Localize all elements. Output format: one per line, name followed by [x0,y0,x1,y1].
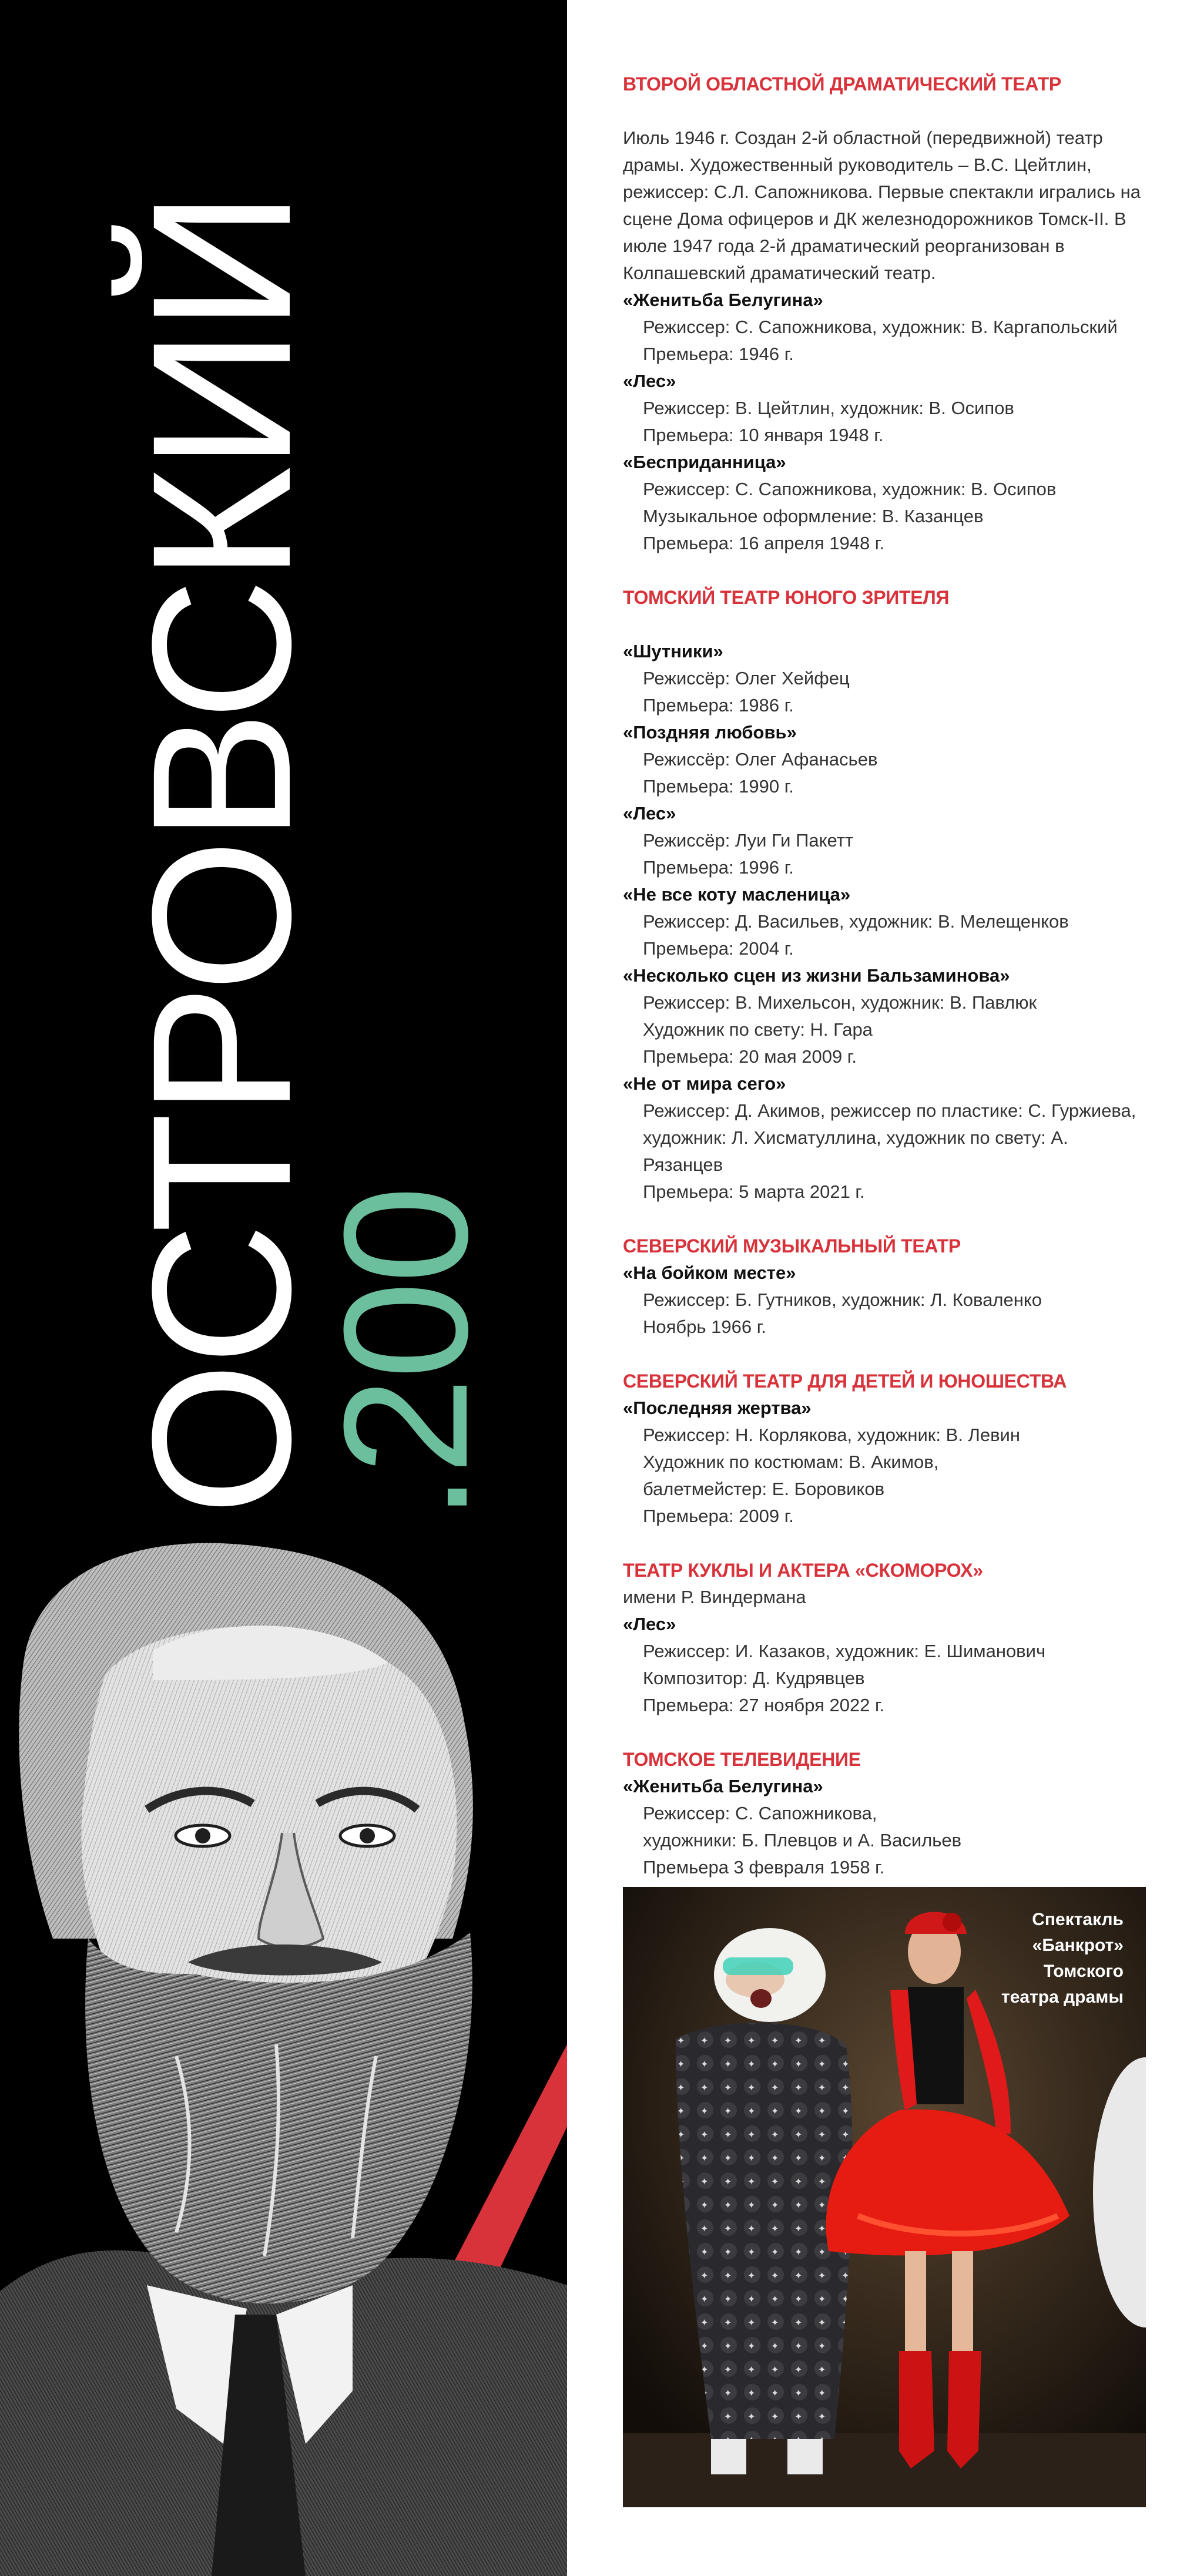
play-item [623,800,1152,881]
play-detail: Премьера: 1946 г. [643,344,794,364]
play-title: «Женитьба Белугина» [623,1776,823,1796]
play-title: «Не все коту масленица» [623,884,851,905]
section-seversk-music-theatre [623,1232,1152,1341]
play-detail: Премьера: 20 мая 2009 г. [643,1046,857,1067]
performance-photo [623,1887,1146,2507]
play-item [623,881,1152,962]
play-title: «Несколько сцен из жизни Бальзаминова» [623,965,1010,986]
play-detail: Премьера: 16 апреля 1948 г. [643,533,884,553]
photo-caption-line: театра драмы [1001,1987,1124,2007]
play-title: «Поздняя любовь» [623,722,797,743]
portrait-engraving [0,1527,567,2576]
theatre-history-list [623,70,1152,1908]
play-detail: Режиссёр: Олег Хейфец [643,668,850,688]
play-item [623,1070,1152,1205]
play-detail: Композитор: Д. Кудрявцев [643,1668,865,1688]
play-detail: Режиссер: В. Цейтлин, художник: В. Осипов [643,398,1014,418]
play-detail: Премьера: 1990 г. [643,776,794,797]
banner-panel [0,0,567,2576]
play-detail: Премьера: 2009 г. [643,1506,794,1526]
photo-caption [971,1907,1124,2010]
play-item [623,287,1152,368]
photo-caption-line: Спектакль [1032,1910,1124,1929]
play-detail: Премьера: 10 января 1948 г. [643,425,884,445]
play-item [623,368,1152,449]
play-detail: Режиссер: И. Казаков, художник: Е. Шиманович [643,1641,1046,1661]
play-item [623,719,1152,800]
banner-anniversary-text: .200 [307,1188,504,1522]
section-skomorokh-puppet-theatre [623,1557,1152,1719]
play-detail: Режиссёр: Луи Ги Пакетт [643,830,854,851]
play-detail: Режиссер: Д. Акимов, режиссер по пластике: С. Гуржиева, [643,1100,1136,1121]
play-item [623,1611,1152,1719]
section-heading: СЕВЕРСКИЙ ТЕАТР ДЛЯ ДЕТЕЙ И ЮНОШЕСТВА [623,1371,1067,1392]
play-title: «Лес» [623,803,676,824]
section-tomsk-youth-theatre [623,584,1152,1205]
section-second-regional-theatre [623,70,1152,557]
section-tomsk-television [623,1746,1152,1881]
section-heading: ВТОРОЙ ОБЛАСТНОЙ ДРАМАТИЧЕСКИЙ ТЕАТР [623,73,1061,95]
play-title: «Не от мира сего» [623,1073,786,1094]
play-item [623,1773,1152,1881]
photo-caption-line: «Банкрот» [1032,1936,1124,1955]
play-title: «Лес» [623,371,676,391]
play-item [623,962,1152,1070]
section-heading: ТЕАТР КУКЛЫ И АКТЕРА «СКОМОРОХ» [623,1560,983,1581]
play-title: «Женитьба Белугина» [623,290,823,310]
play-detail: Премьера: 1996 г. [643,857,794,878]
play-detail: Режиссер: С. Сапожникова, [643,1803,877,1823]
play-detail: Ноябрь 1966 г. [643,1316,766,1337]
play-item [623,1260,1152,1341]
photo-caption-line: Томского [1043,1962,1124,1981]
play-detail: Режиссер: Н. Корлякова, художник: В. Левин [643,1425,1020,1445]
play-title: «Последняя жертва» [623,1398,812,1418]
play-title: «Лес» [623,1614,676,1634]
banner-title-text: ОСТРОВСКИЙ [112,193,332,1516]
play-detail: Режиссер: В. Михельсон, художник: В. Павлюк [643,992,1037,1013]
section-seversk-youth-theatre [623,1368,1152,1530]
play-detail: Премьера: 27 ноября 2022 г. [643,1695,885,1715]
section-heading: ТОМСКОЕ ТЕЛЕВИДЕНИЕ [623,1749,861,1770]
play-detail: Музыкальное оформление: В. Казанцев [643,506,984,526]
play-detail: Премьера: 5 марта 2021 г. [643,1181,865,1202]
play-title: «На бойком месте» [623,1262,796,1283]
section-heading: ТОМСКИЙ ТЕАТР ЮНОГО ЗРИТЕЛЯ [623,587,950,608]
play-item [623,1395,1152,1530]
play-title: «Бесприданница» [623,452,786,472]
play-item [623,638,1152,719]
play-detail: Художник по костюмам: В. Акимов, [643,1452,939,1472]
play-item [623,449,1152,557]
section-heading: СЕВЕРСКИЙ МУЗЫКАЛЬНЫЙ ТЕАТР [623,1235,961,1257]
banner-anniversary [307,1188,504,1522]
play-detail: Режиссёр: Олег Афанасьев [643,749,878,770]
play-detail: художник: Л. Хисматуллина, художник по свету: А. Рязанцев [643,1127,1068,1175]
play-detail: Режиссер: С. Сапожникова, художник: В. Каргапольский [643,317,1118,337]
section-intro: Июль 1946 г. Создан 2-й областной (передвижной) театр драмы. Художественный руководитель – В.С. Цейтлин, режиссер: С.Л. Сапожникова. Первые спектакли игрались на сцене Дома офицеров и ДК железнодорожников Томск-II. В июле 1947 года 2-й драматический реорганизован в Колпашевский драматический театр. [623,127,1141,283]
play-detail: Премьера 3 февраля 1958 г. [643,1857,885,1878]
play-detail: балетмейстер: Е. Боровиков [643,1479,885,1499]
play-detail: Режиссер: С. Сапожникова, художник: В. Осипов [643,479,1057,499]
banner-title [112,193,332,1516]
play-detail: Художник по свету: Н. Гара [643,1019,873,1040]
play-detail: Премьера: 1986 г. [643,695,794,716]
section-subheading: имени Р. Виндермана [623,1587,806,1607]
play-detail: художники: Б. Плевцов и А. Васильев [643,1830,962,1850]
play-title: «Шутники» [623,641,723,661]
play-detail: Режиссер: Б. Гутников, художник: Л. Коваленко [643,1289,1042,1310]
play-detail: Режиссер: Д. Васильев, художник: В. Мелещенков [643,911,1069,932]
play-detail: Премьера: 2004 г. [643,938,794,959]
